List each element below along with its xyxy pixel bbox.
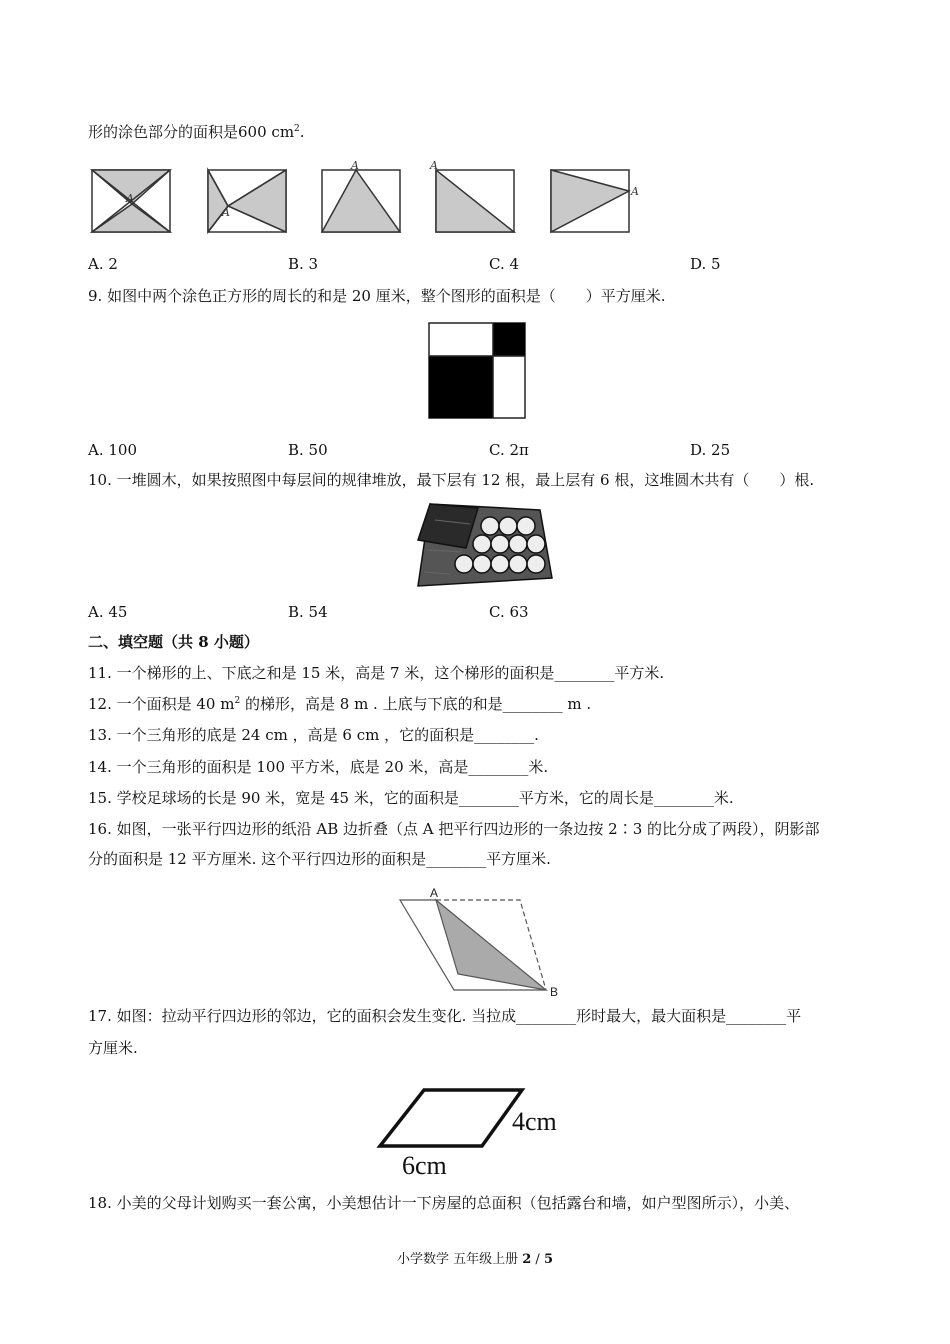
q9-option-d[interactable]: D. 25 bbox=[690, 441, 731, 459]
q8-tail-sup: 2 bbox=[294, 124, 300, 134]
q10-text: 10. 一堆圆木，如果按照图中每层间的规律堆放，最下层有 12 根，最上层有 6 根，这堆圆木共有（ ）根. bbox=[88, 471, 815, 489]
footer-page-number: 2 bbox=[522, 1252, 532, 1267]
q8-fig2-label: A bbox=[222, 206, 230, 219]
q8-figures bbox=[88, 160, 648, 240]
q17-label-side: 4cm bbox=[512, 1107, 557, 1136]
q12-post: 的梯形，高是 8 m . 上底与下底的和是________ m . bbox=[240, 695, 592, 713]
footer-page-total: 5 bbox=[543, 1252, 553, 1267]
q9-option-b[interactable]: B. 50 bbox=[288, 441, 328, 459]
q8-option-c[interactable]: C. 4 bbox=[489, 255, 520, 273]
q9-text: 9. 如图中两个涂色正方形的周长的和是 20 厘米，整个图形的面积是（ ）平方厘米. bbox=[88, 287, 666, 305]
q15-text: 15. 学校足球场的长是 90 米，宽是 45 米，它的面积是________平方米，它的周长是________米. bbox=[88, 789, 734, 807]
q12-sup: 2 bbox=[234, 696, 241, 706]
q8-tail-prefix: 形的涂色部分的面积是 bbox=[88, 123, 239, 141]
q12-pre: 12. 一个面积是 40 m bbox=[88, 695, 235, 713]
q17-parallelogram-figure bbox=[372, 1080, 577, 1180]
q8-fig1-label: A bbox=[126, 192, 134, 205]
q9-option-a[interactable]: A. 100 bbox=[88, 441, 137, 459]
q10-option-a[interactable]: A. 45 bbox=[88, 603, 128, 621]
q10-option-c[interactable]: C. 63 bbox=[489, 603, 529, 621]
q8-option-d[interactable]: D. 5 bbox=[690, 255, 721, 273]
footer-text: 小学数学 五年级上册 bbox=[396, 1252, 523, 1267]
q11-text: 11. 一个梯形的上、下底之和是 15 米，高是 7 米，这个梯形的面积是________平方米. bbox=[88, 664, 665, 682]
q8-fig3-label: A bbox=[351, 160, 359, 172]
footer-separator: / bbox=[531, 1252, 544, 1267]
q10-option-b[interactable]: B. 54 bbox=[288, 603, 328, 621]
q18-text: 18. 小美的父母计划购买一套公寓，小美想估计一下房屋的总面积（包括露台和墙，如户型图所示），小美、 bbox=[88, 1194, 800, 1212]
q16-label-b: B bbox=[550, 985, 559, 999]
q12-text bbox=[88, 694, 591, 714]
q8-tail-value: 600 cm bbox=[238, 123, 295, 141]
q8-tail-end: . bbox=[299, 123, 305, 141]
q13-text: 13. 一个三角形的底是 24 cm ，高是 6 cm ，它的面积是________. bbox=[88, 726, 539, 744]
section-title: 二、填空题（共 8 小题） bbox=[88, 633, 259, 651]
q9-option-c[interactable]: C. 2π bbox=[489, 441, 529, 459]
q17-line1: 17. 如图：拉动平行四边形的邻边，它的面积会发生变化. 当拉成________形时最大，最大面积是________平 bbox=[88, 1007, 802, 1025]
q10-logs-figure bbox=[400, 500, 560, 592]
q17-label-base: 6cm bbox=[402, 1151, 447, 1180]
page-footer bbox=[0, 1248, 950, 1267]
q14-text: 14. 一个三角形的面积是 100 平方米，底是 20 米，高是________米. bbox=[88, 758, 549, 776]
q9-figure bbox=[428, 322, 528, 420]
q16-label-a: A bbox=[430, 886, 439, 900]
q16-line2: 分的面积是 12 平方厘米. 这个平行四边形的面积是________平方厘米. bbox=[88, 850, 551, 868]
q17-line2: 方厘米. bbox=[88, 1039, 138, 1057]
q16-line1: 16. 如图，一张平行四边形的纸沿 AB 边折叠（点 A 把平行四边形的一条边按 2∶3 的比分成了两段），阴影部 bbox=[88, 820, 820, 838]
q16-parallelogram-figure bbox=[396, 886, 572, 1000]
q8-option-a[interactable]: A. 2 bbox=[88, 255, 118, 273]
q8-fig4-label: A bbox=[430, 160, 438, 172]
q8-fig5-label: A bbox=[631, 185, 639, 198]
q8-option-b[interactable]: B. 3 bbox=[288, 255, 319, 273]
q8-tail-text bbox=[88, 122, 305, 142]
